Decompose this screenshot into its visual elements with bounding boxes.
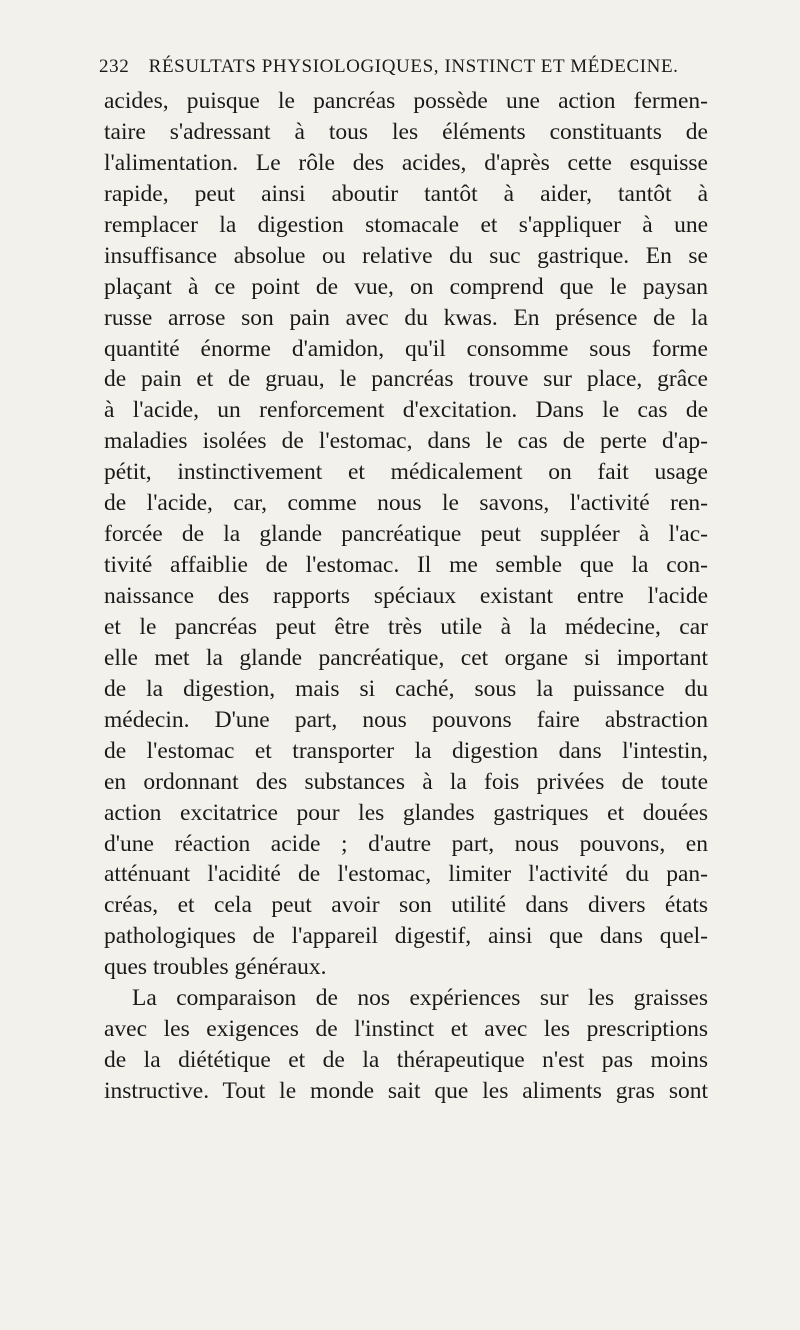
body-text xyxy=(104,86,708,1107)
text-line: taire s'adressant à tous les éléments constituants de xyxy=(104,118,708,145)
text-line: pétit, instinctivement et médicalement on fait usage xyxy=(104,459,708,486)
text-line: avec les exigences de l'instinct et avec les prescriptions xyxy=(104,1016,708,1043)
text-line: maladies isolées de l'estomac, dans le cas de perte d'ap- xyxy=(104,428,708,455)
text-line: l'alimentation. Le rôle des acides, d'après cette esquisse xyxy=(104,149,708,176)
text-line: médecin. D'une part, nous pouvons faire abstraction xyxy=(104,706,708,733)
text-line: créas, et cela peut avoir son utilité dans divers états xyxy=(104,892,708,919)
text-line: plaçant à ce point de vue, on comprend que le paysan xyxy=(104,273,708,300)
text-line: action excitatrice pour les glandes gastriques et douées xyxy=(104,799,708,826)
text-line: de l'acide, car, comme nous le savons, l'activité ren- xyxy=(104,490,708,517)
text-line: russe arrose son pain avec du kwas. En présence de la xyxy=(104,304,708,331)
text-line: tivité affaiblie de l'estomac. Il me semble que la con- xyxy=(104,552,708,579)
text-line: forcée de la glande pancréatique peut suppléer à l'ac- xyxy=(104,521,708,548)
text-line: atténuant l'acidité de l'estomac, limiter l'activité du pan- xyxy=(104,861,708,888)
page-number: 232 xyxy=(99,56,130,77)
text-line: et le pancréas peut être très utile à la médecine, car xyxy=(104,613,708,640)
text-line: de la digestion, mais si caché, sous la puissance du xyxy=(104,675,708,702)
running-header xyxy=(99,56,719,82)
text-line: naissance des rapports spéciaux existant entre l'acide xyxy=(104,583,708,609)
text-line: La comparaison de nos expériences sur les graisses xyxy=(132,985,708,1012)
text-line: pathologiques de l'appareil digestif, ainsi que dans quel- xyxy=(104,923,708,950)
text-line: elle met la glande pancréatique, cet organe si important xyxy=(104,644,708,671)
text-line: remplacer la digestion stomacale et s'appliquer à une xyxy=(104,211,708,238)
text-line: en ordonnant des substances à la fois privées de toute xyxy=(104,768,708,795)
running-title: RÉSULTATS PHYSIOLOGIQUES, INSTINCT ET MÉDECINE. xyxy=(148,56,679,77)
text-line: de pain et de gruau, le pancréas trouve sur place, grâce xyxy=(104,366,708,393)
text-line: d'une réaction acide ; d'autre part, nous pouvons, en xyxy=(104,830,708,857)
text-line: rapide, peut ainsi aboutir tantôt à aider, tantôt à xyxy=(104,180,708,207)
text-line: de la diététique et de la thérapeutique n'est pas moins xyxy=(104,1047,708,1074)
text-line: insuffisance absolue ou relative du suc gastrique. En se xyxy=(104,242,708,269)
text-line: acides, puisque le pancréas possède une action fermen- xyxy=(104,88,708,114)
text-line: instructive. Tout le monde sait que les aliments gras sont xyxy=(104,1078,708,1104)
text-line: de l'estomac et transporter la digestion dans l'intestin, xyxy=(104,737,708,764)
text-line: ques troubles généraux. xyxy=(104,954,327,981)
text-line: à l'acide, un renforcement d'excitation. Dans le cas de xyxy=(104,397,708,424)
text-line: quantité énorme d'amidon, qu'il consomme sous forme xyxy=(104,335,708,362)
